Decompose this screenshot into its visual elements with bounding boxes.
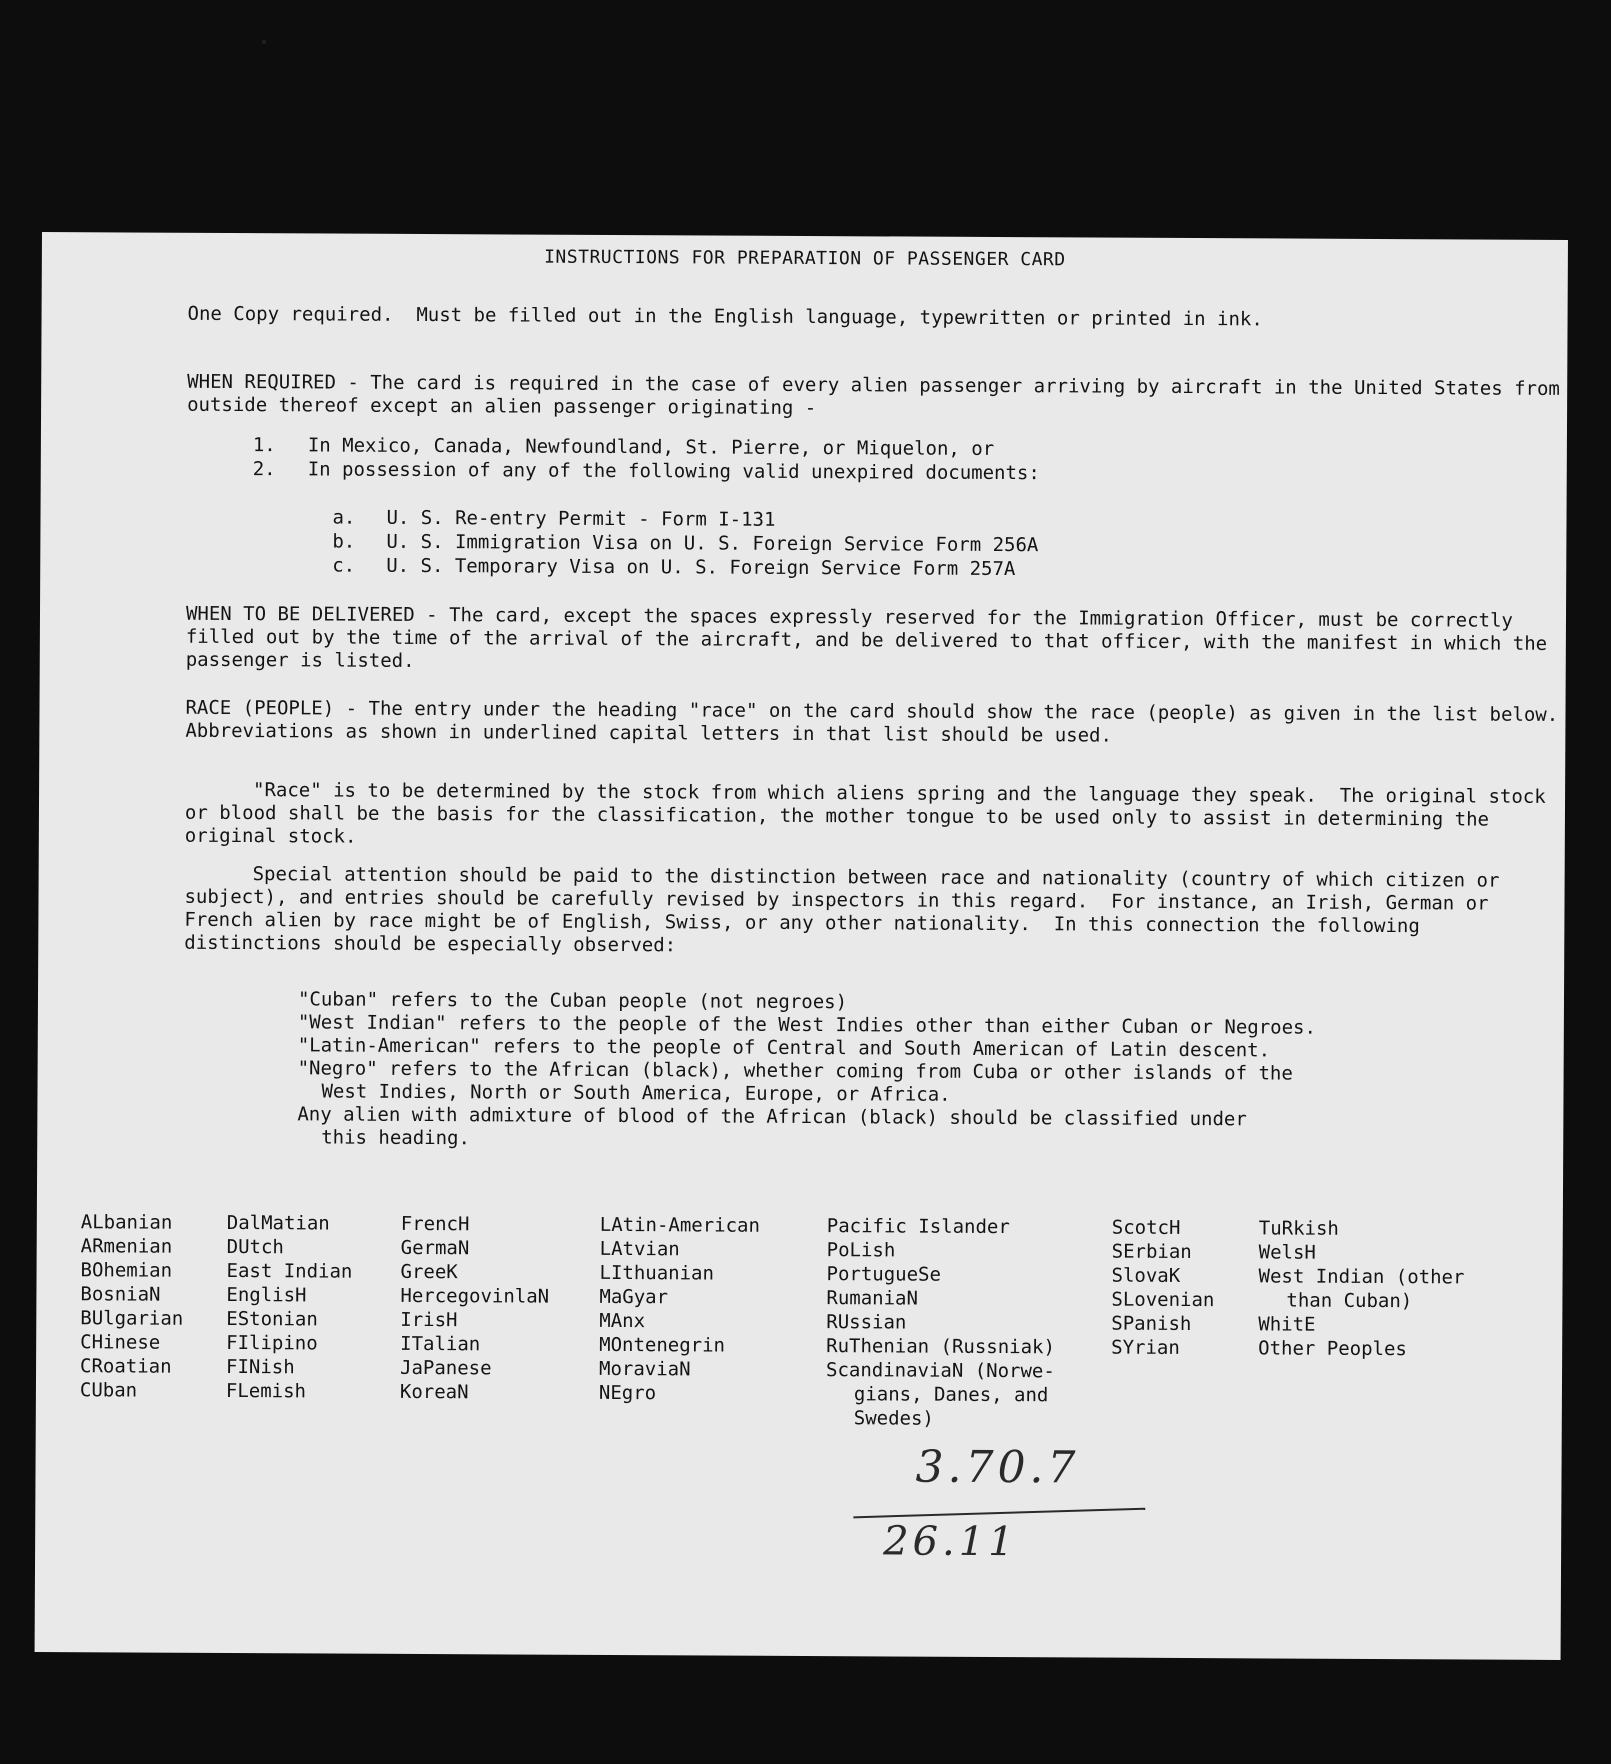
race-entry: RuThenian (Russniak) (826, 1335, 1056, 1359)
intro-paragraph: One Copy required. Must be filled out in the English language, typewritten or printed in ink. (187, 302, 1263, 331)
race-entry: LIthuanian (599, 1261, 715, 1285)
document-letter: a. (332, 506, 356, 529)
distinction-item: "West Indian" refers to the people of the West Indies other than either Cuban or Negroes. (297, 1011, 1316, 1039)
race-entry: RumaniaN (826, 1287, 919, 1310)
race-column (599, 1213, 760, 1406)
race-entry: BUlgarian (80, 1307, 184, 1330)
race-entry: CUban (79, 1379, 138, 1402)
race-entry: PortugueSe (826, 1263, 942, 1286)
document-page (35, 232, 1582, 1660)
race-entry: FIlipino (226, 1331, 318, 1355)
race-entry: WelsH (1258, 1241, 1316, 1264)
race-entry: SPanish (1111, 1312, 1192, 1336)
race-entry: gians, Danes, and (853, 1383, 1049, 1407)
special-attention-paragraph: Special attention should be paid to the distinction between race and nationality (country of which citizen or subject), and entries should be carefully revised by inspectors in this regard. For instance, an Irish, German or French alien by race might be of English, Swiss, or any other nationality. In this connection the following distinctions should be especially observed: (184, 863, 1511, 957)
race-entry: GermaN (400, 1236, 470, 1260)
race-entry: FLemish (225, 1379, 307, 1403)
race-entry: KoreaN (399, 1380, 469, 1404)
document-letter: b. (332, 530, 356, 553)
race-entry: ITalian (400, 1332, 481, 1356)
handwritten-number: 3.70.7 (915, 1441, 1080, 1494)
race-entry: TuRkish (1258, 1217, 1339, 1240)
race-column (1111, 1216, 1215, 1361)
race-entry: than Cuban) (1286, 1289, 1413, 1313)
race-column (226, 1211, 353, 1404)
race-entry: EStonian (226, 1307, 318, 1331)
when-required-paragraph: WHEN REQUIRED - The card is required in the case of every alien passenger arriving by aircraft in the United States from outside thereof except an alien passenger originating - (187, 370, 1572, 420)
race-entry: MAnx (599, 1309, 646, 1333)
distinction-item: West Indies, North or South America, Europe, or Africa. (321, 1080, 951, 1106)
race-entry: ARmenian (80, 1235, 173, 1258)
condition-text: In possession of any of the following valid unexpired documents: (307, 458, 1040, 485)
race-entry: GreeK (400, 1260, 458, 1284)
race-entry: Pacific Islander (826, 1215, 1010, 1239)
race-entry: BOhemian (80, 1259, 173, 1282)
race-entry: BosniaN (80, 1283, 161, 1306)
handwritten-rule (853, 1508, 1145, 1519)
race-entry: MOntenegrin (599, 1333, 726, 1357)
race-column (826, 1214, 1056, 1431)
race-entry: East Indian (226, 1259, 353, 1283)
race-entry: NEgro (598, 1381, 657, 1405)
race-definition-paragraph: "Race" is to be determined by the stock from which aliens spring and the language they speak. The original stock or blood shall be the basis for the classification, the mother tongue to be used only to assist in determining the original stock. (184, 779, 1558, 848)
distinction-item: "Negro" refers to the African (black), whether coming from Cuba or other islands of the (297, 1057, 1293, 1085)
condition-text: In Mexico, Canada, Newfoundland, St. Pierre, or Miquelon, or (307, 434, 995, 460)
race-entry: LAtin-American (599, 1213, 761, 1237)
race-entry: SlovaK (1111, 1264, 1181, 1287)
race-entry: ALbanian (80, 1211, 173, 1234)
race-entry: LAtvian (599, 1237, 680, 1261)
race-entry: SYrian (1111, 1336, 1180, 1359)
race-entry: RUssian (826, 1311, 907, 1334)
race-entry: ScandinaviaN (Norwe- (825, 1359, 1055, 1383)
condition-number: 2. (252, 458, 276, 481)
distinction-item: Any alien with admixture of blood of the African (black) should be classified under (297, 1103, 1247, 1131)
race-column (80, 1210, 184, 1403)
race-entry: JaPanese (399, 1356, 492, 1380)
distinction-item: "Cuban" refers to the Cuban people (not negroes) (297, 988, 848, 1014)
race-entry: DUtch (226, 1235, 284, 1259)
document-letter: c. (332, 554, 356, 577)
race-entry: EnglisH (226, 1283, 307, 1307)
race-entry: CHinese (80, 1331, 161, 1354)
race-entry: SLovenian (1111, 1288, 1215, 1312)
race-entry: IrisH (400, 1308, 458, 1332)
document-text: U. S. Temporary Visa on U. S. Foreign Service Form 257A (386, 554, 1016, 581)
race-entry: PoLish (826, 1239, 896, 1262)
dust-speck (262, 40, 266, 44)
race-entry: FINish (226, 1355, 295, 1379)
document-text: U. S. Re-entry Permit - Form I-131 (386, 506, 776, 531)
race-entry: CRoatian (80, 1355, 172, 1378)
race-entry: DalMatian (226, 1211, 330, 1235)
race-entry: ScotcH (1111, 1216, 1181, 1239)
race-entry: MoraviaN (598, 1357, 691, 1381)
handwritten-number: 26.11 (883, 1518, 1018, 1566)
document-text: U. S. Immigration Visa on U. S. Foreign Service Form 256A (386, 530, 1039, 557)
race-column (1258, 1216, 1465, 1361)
race-entry: Swedes) (853, 1407, 934, 1430)
distinction-item: "Latin-American" refers to the people of Central and South American of Latin descent. (297, 1034, 1271, 1062)
distinction-item: this heading. (321, 1126, 471, 1150)
race-entry: SErbian (1111, 1240, 1192, 1264)
page-title: INSTRUCTIONS FOR PREPARATION OF PASSENGER CARD (544, 246, 1066, 271)
race-entry: West Indian (other (1258, 1265, 1465, 1289)
race-entry: MaGyar (599, 1285, 669, 1309)
race-entry: FrencH (400, 1212, 470, 1236)
race-column (400, 1212, 550, 1405)
race-entry: Other Peoples (1258, 1337, 1407, 1361)
race-entry: HercegovinlaN (400, 1284, 550, 1308)
race-entry: WhitE (1258, 1313, 1316, 1336)
when-delivered-paragraph: WHEN TO BE DELIVERED - The card, except the spaces expressly reserved for the Immigration Officer, must be correctly filled out by the time of the arrival of the aircraft, and be delivered to that officer, with the manifest in which the passenger is listed. (185, 602, 1559, 672)
distinctions-list (297, 988, 1558, 1156)
race-intro-paragraph: RACE (PEOPLE) - The entry under the heading "race" on the card should show the race (people) as given in the list below. Abbreviations as shown in underlined capital letters in that list should be used. (185, 696, 1582, 747)
condition-number: 1. (252, 434, 276, 457)
